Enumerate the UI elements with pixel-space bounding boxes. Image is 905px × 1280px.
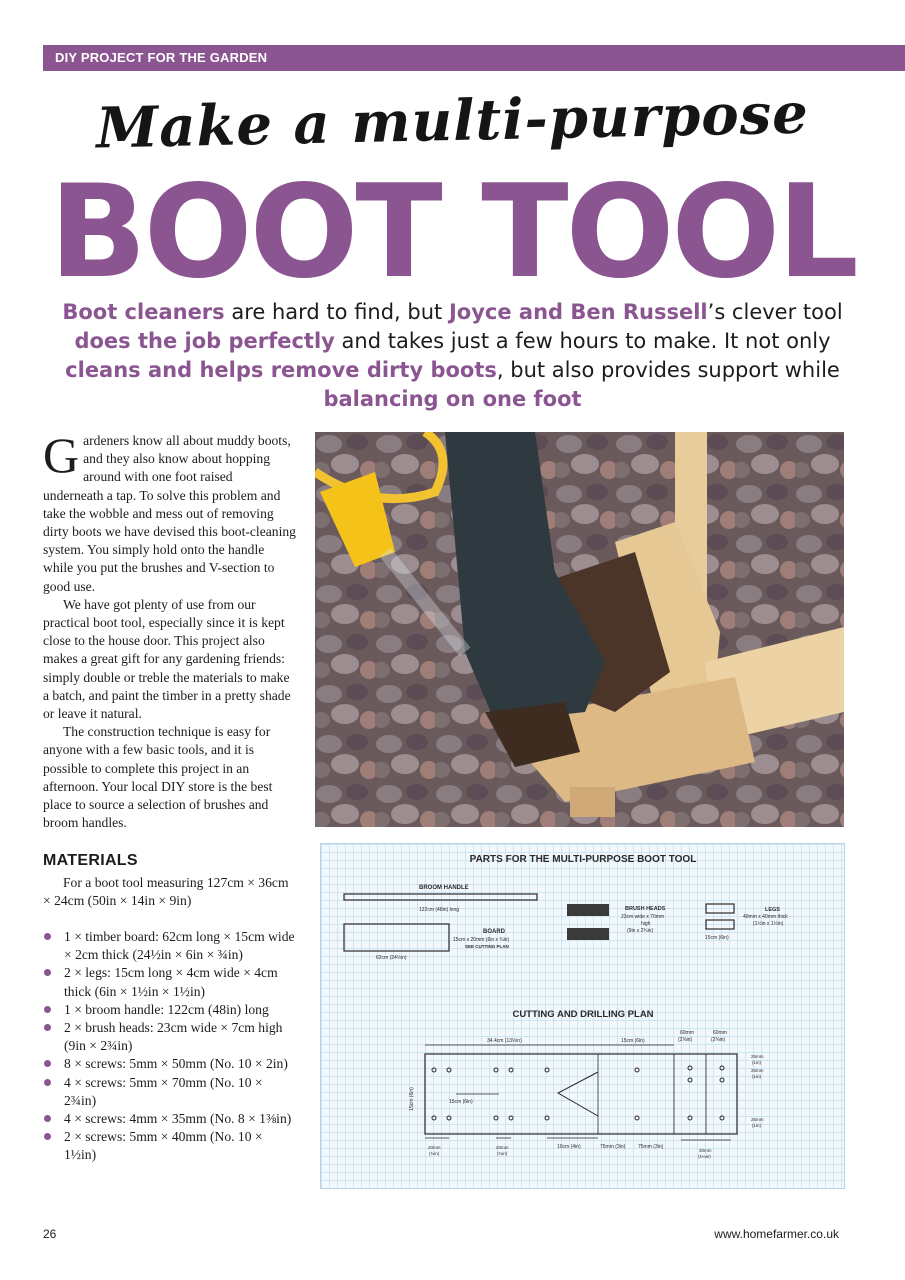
standfirst	[60, 298, 845, 414]
materials-heading: MATERIALS	[43, 852, 138, 869]
brush-dim-2: high	[641, 921, 651, 927]
dim-label: 25mm	[751, 1068, 764, 1073]
photo-illustration	[315, 432, 844, 827]
board-dim: 15cm x 20mm (6in x ¾in)	[453, 937, 510, 943]
article-body	[43, 427, 296, 832]
standfirst-highlight: balancing on one foot	[323, 387, 582, 411]
list-item: 4 × screws: 4mm × 35mm (No. 8 × 1⅜in)	[43, 1110, 296, 1128]
legs-label: LEGS	[765, 907, 780, 913]
board-label: BOARD	[483, 929, 505, 935]
list-item: 1 × broom handle: 122cm (48in) long	[43, 1001, 296, 1019]
parts-diagram	[320, 843, 845, 1189]
materials-list	[43, 928, 296, 1165]
section-banner	[43, 45, 905, 71]
dim-label: (1in)	[752, 1123, 762, 1128]
cutting-plan-title: CUTTING AND DRILLING PLAN	[512, 1009, 654, 1020]
section-label: DIY PROJECT FOR THE GARDEN	[55, 50, 268, 65]
list-item: 4 × screws: 5mm × 70mm (No. 10 × 2¾in)	[43, 1074, 296, 1110]
dim-label: (1¼in)	[698, 1154, 711, 1159]
broom-handle-label: BROOM HANDLE	[419, 885, 469, 891]
dim-label: 10cm (4in)	[557, 1144, 581, 1150]
list-item: 1 × timber board: 62cm long × 15cm wide × 2cm thick (24½in × 6in × ¾in)	[43, 928, 296, 964]
legs-length: 15cm (6in)	[705, 935, 729, 941]
dim-label: 34.4cm (13½in)	[487, 1038, 522, 1044]
dim-label: 20mm	[428, 1145, 441, 1150]
dim-label: (2⅜in)	[678, 1037, 693, 1043]
broom-handle-dim: 122cm (48in) long	[419, 907, 460, 913]
brush-head-shape	[567, 928, 609, 940]
dim-label: 15cm (6in)	[409, 1087, 415, 1111]
standfirst-text: ’s clever tool	[707, 300, 843, 324]
drill-holes	[432, 1066, 724, 1120]
paragraph	[43, 427, 296, 596]
paragraph: The construction technique is easy for anyone with a few basic tools, and it is possible to complete this project in an afternoon. Your local DIY store is the best place to source a selection of brushes and broom handles.	[43, 724, 273, 831]
brush-head-shape	[567, 904, 609, 916]
plan-drawing	[321, 844, 846, 1190]
list-item: 8 × screws: 5mm × 50mm (No. 10 × 2in)	[43, 1055, 296, 1073]
dim-label: 75mm (3in)	[600, 1144, 626, 1150]
footer-url[interactable]: www.homefarmer.co.uk	[714, 1227, 839, 1241]
dim-label: (¾in)	[429, 1151, 440, 1156]
broom-handle-shape	[344, 894, 537, 900]
brush-dim-1: 23cm wide x 70mm	[621, 914, 665, 920]
standfirst-highlight: cleans and helps remove dirty boots	[65, 358, 497, 382]
leg-shape	[706, 904, 734, 913]
parts-title: PARTS FOR THE MULTI-PURPOSE BOOT TOOL	[469, 854, 697, 865]
list-item: 2 × screws: 5mm × 40mm (No. 10 × 1½in)	[43, 1128, 296, 1164]
dim-label: (1in)	[752, 1060, 762, 1065]
v-section-cut	[558, 1072, 598, 1116]
dim-label: 60mm	[680, 1030, 694, 1036]
dim-label: 20mm	[496, 1145, 509, 1150]
standfirst-highlight: Boot cleaners	[62, 300, 225, 324]
standfirst-text: and takes just a few hours to make. It not only	[334, 329, 831, 353]
standfirst-highlight: does the job perfectly	[74, 329, 335, 353]
legs-dim-2: (1½in x 1½in)	[753, 921, 784, 927]
drop-cap: G	[43, 427, 80, 483]
dim-label: 25mm	[751, 1117, 764, 1122]
standfirst-highlight: Joyce and Ben Russell	[448, 300, 708, 324]
page-number: 26	[43, 1227, 57, 1241]
board-length: 62cm (24½in)	[376, 955, 407, 961]
script-headline: Make a multi-purpose	[95, 80, 810, 162]
standfirst-text: are hard to find, but	[224, 300, 449, 324]
dim-label: 30mm	[699, 1148, 712, 1153]
see-plan-note: SEE CUTTING PLAN	[465, 944, 509, 949]
list-item: 2 × brush heads: 23cm wide × 7cm high (9in × 2¾in)	[43, 1019, 296, 1055]
dim-label: (2⅜in)	[711, 1037, 726, 1043]
board-shape	[344, 924, 449, 951]
main-headline: BOOT TOOL	[49, 158, 856, 307]
dim-label: 15cm (6in)	[621, 1038, 645, 1044]
dim-label: 15cm (6in)	[449, 1099, 473, 1105]
dim-label: 60mm	[713, 1030, 727, 1036]
materials-intro: For a boot tool measuring 127cm × 36cm × 24cm (50in × 14in × 9in)	[43, 875, 289, 909]
dim-label: 75mm (3in)	[638, 1144, 664, 1150]
paragraph-text: ardeners know all about muddy boots, and they also know about hopping around with one foot raised underneath a tap. To solve this problem and take the wobble and mess out of removing dirty boots we have devised this boot-cleaning system. You simply hold onto the handle while you put the brushes and V-section to good use.	[43, 433, 296, 594]
dim-label: (1in)	[752, 1074, 762, 1079]
dim-label: (¾in)	[497, 1151, 508, 1156]
dim-label: 25mm	[751, 1054, 764, 1059]
standfirst-text: , but also provides support while	[496, 358, 840, 382]
paragraph: We have got plenty of use from our practical boot tool, especially since it is kept close to the house door. This project also makes a great gift for any gardening friends: simply double or treble the materials to make a batch, and paint the timber in a pretty shade or leave it natural.	[43, 596, 291, 722]
brush-dim-3: (9in x 2¾in)	[627, 928, 654, 934]
boot-tool-photo	[315, 432, 844, 827]
leg-shape	[706, 920, 734, 929]
list-item: 2 × legs: 15cm long × 4cm wide × 4cm thick (6in × 1½in × 1½in)	[43, 964, 296, 1000]
brush-heads-label: BRUSH HEADS	[625, 906, 666, 912]
legs-dim-1: 40mm x 40mm thick	[743, 914, 788, 920]
